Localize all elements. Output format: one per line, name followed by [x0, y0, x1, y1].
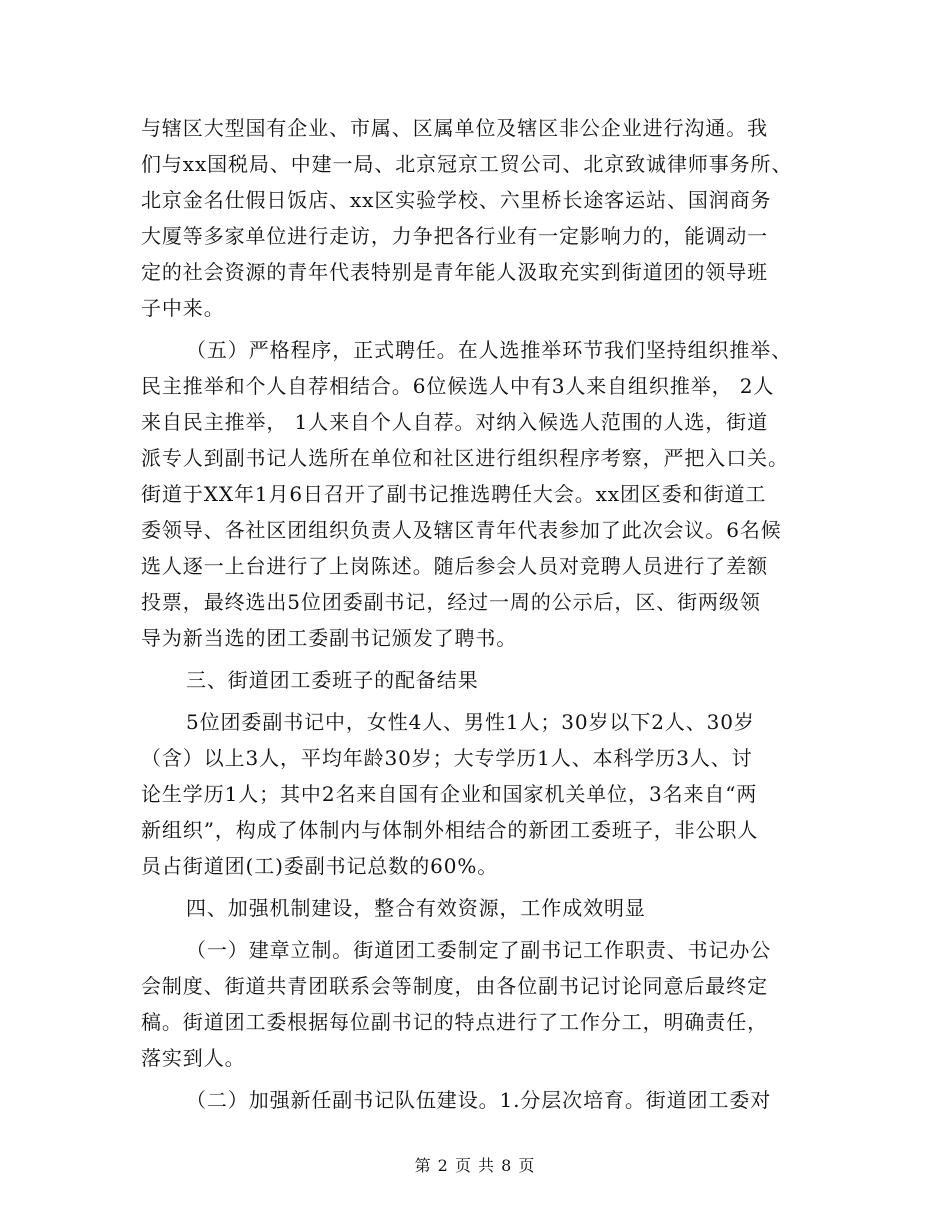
text-line: 导为新当选的团工委副书记颁发了聘书。 [141, 626, 518, 650]
page-number-footer: 第 2 页 共 8 页 [414, 1156, 536, 1175]
text-line: 投票，最终选出5位团委副书记，经过一周的公示后，区、街两级领 [141, 590, 761, 614]
section-heading: 四、加强机制建设，整合有效资源，工作成效明显 [186, 896, 646, 920]
text-line: 落实到人。 [141, 1046, 246, 1070]
text-line: 们与xx国税局、中建一局、北京冠京工贸公司、北京致诚律师事务所、 [141, 152, 793, 176]
text-line: 派专人到副书记人选所在单位和社区进行组织程序考察，严把入口关。 [141, 446, 789, 470]
text-line: 定的社会资源的青年代表特别是青年能人汲取充实到街道团的领导班 [141, 260, 768, 284]
text-line: 街道于XX年1月6日召开了副书记推选聘任大会。xx团区委和街道工 [141, 482, 767, 506]
text-line: 大厦等多家单位进行走访，力争把各行业有一定影响力的，能调动一 [141, 224, 768, 248]
text-line: 选人逐一上台进行了上岗陈述。随后参会人员对竞聘人员进行了差额 [141, 554, 768, 578]
section-heading: 三、街道团工委班子的配备结果 [186, 668, 479, 692]
text-line: 稿。街道团工委根据每位副书记的特点进行了工作分工，明确责任， [141, 1010, 768, 1034]
text-line: 会制度、街道共青团联系会等制度，由各位副书记讨论同意后最终定 [141, 974, 768, 998]
paragraph-first-line: （一）建章立制。街道团工委制定了副书记工作职责、书记办公 [186, 938, 772, 962]
text-line: 子中来。 [141, 296, 225, 320]
text-line: 来自民主推举， 1人来自个人自荐。对纳入候选人范围的人选，街道 [141, 410, 768, 434]
text-line: 与辖区大型国有企业、市属、区属单位及辖区非公企业进行沟通。我 [141, 116, 768, 140]
paragraph-first-line: （五）严格程序，正式聘任。在人选推举环节我们坚持组织推举、 [186, 338, 793, 362]
text-line: 新组织”，构成了体制内与体制外相结合的新团工委班子，非公职人 [141, 818, 759, 842]
text-line: 委领导、各社区团组织负责人及辖区青年代表参加了此次会议。6名候 [141, 518, 782, 542]
paragraph-first-line: 5位团委副书记中，女性4人、男性1人；30岁以下2人、30岁 [186, 710, 755, 734]
text-line: （含）以上3人，平均年龄30岁；大专学历1人、本科学历3人、讨 [141, 746, 753, 770]
text-line: 民主推举和个人自荐相结合。6位候选人中有3人来自组织推举， 2人 [141, 374, 775, 398]
text-line: 员占街道团(工)委副书记总数的60%。 [141, 854, 499, 878]
paragraph-first-line: （二）加强新任副书记队伍建设。1.分层次培育。街道团工委对 [186, 1088, 772, 1112]
text-line: 北京金名仕假日饭店、xx区实验学校、六里桥长途客运站、国润商务 [141, 188, 772, 212]
text-line: 论生学历1人；其中2名来自国有企业和国家机关单位，3名来自“两 [141, 782, 758, 806]
